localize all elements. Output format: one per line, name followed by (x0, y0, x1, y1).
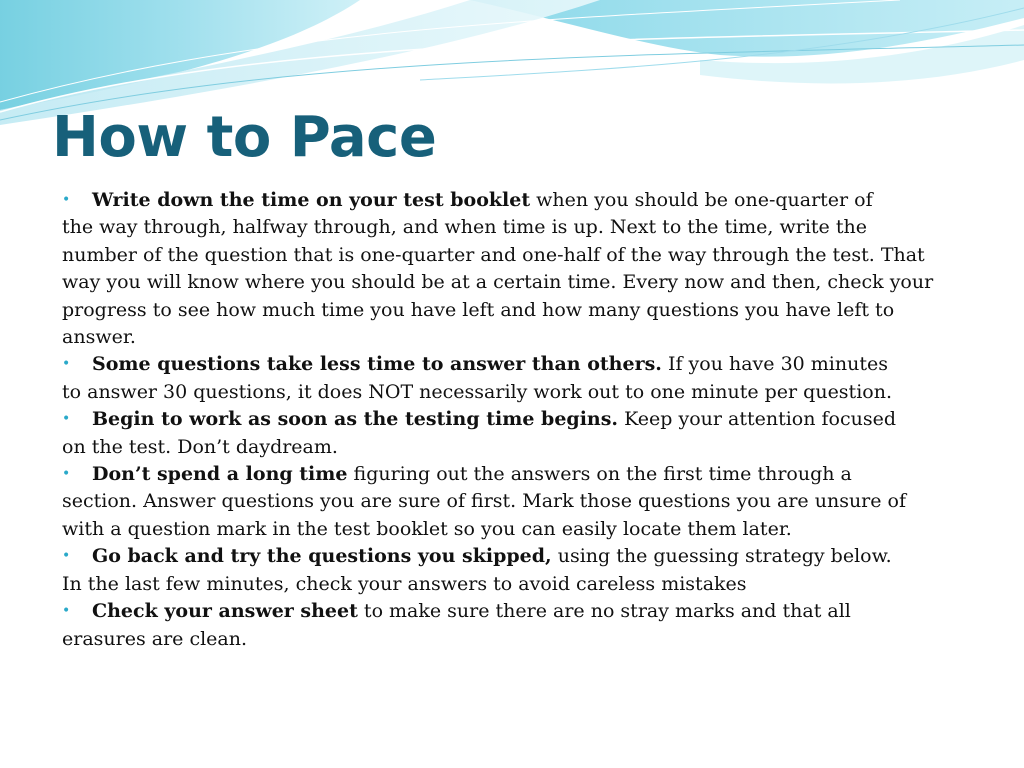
bullet-lead-text: using the guessing strategy below. (551, 545, 892, 568)
bullet-dot-icon: • (62, 411, 71, 428)
bullet-item-go-back (62, 543, 942, 598)
bullet-bold-text: Don’t spend a long time (92, 463, 348, 486)
bullet-lead-text: figuring out the answers on the first time through a (347, 463, 852, 486)
bullet-item-check-sheet (62, 598, 942, 653)
bullet-bold-text: Go back and try the questions you skipped, (92, 545, 552, 568)
bullet-lead-text: If you have 30 minutes (661, 353, 888, 376)
bullet-item-question-time (62, 351, 942, 406)
bullet-body-text: In the last few minutes, check your answers to avoid careless mistakes (62, 572, 747, 595)
bullet-dot-icon: • (62, 603, 71, 620)
bullet-lead-text: when you should be one-quarter of (530, 189, 873, 211)
bullet-body-text: to answer 30 questions, it does NOT necessarily work out to one minute per question. (62, 380, 892, 403)
bullet-dot-icon: • (62, 356, 71, 373)
bullet-bold-text: Write down the time on your test booklet (92, 189, 531, 211)
bullet-bold-text: Some questions take less time to answer than others. (92, 353, 662, 376)
bullet-lead-text: Keep your attention focused (618, 408, 897, 431)
bullet-bold-text: Check your answer sheet (92, 600, 358, 623)
bullet-dot-icon: • (62, 192, 71, 208)
bullet-lead-line (62, 543, 942, 570)
bullet-bold-text: Begin to work as soon as the testing time begins. (92, 408, 619, 431)
bullet-lead-line (62, 351, 942, 378)
bullet-body-text: the way through, halfway through, and when time is up. Next to the time, write the number of the question that is one-quarter and one-half of the way through the test. That way you will know where you should be at a certain time. Every now and then, check your progress to see how much time you have left and how many questions you have left to answer. (62, 216, 934, 349)
bullet-list (62, 187, 942, 653)
bullet-dot-icon: • (62, 466, 71, 483)
bullet-lead-line (62, 598, 942, 625)
bullet-body-text: on the test. Don’t daydream. (62, 435, 338, 458)
bullet-lead-line (62, 461, 942, 488)
bullet-lead-line (62, 406, 942, 433)
bullet-lead-line (62, 187, 942, 214)
bullet-body-text: erasures are clean. (62, 627, 248, 650)
bullet-body-text: section. Answer questions you are sure of first. Mark those questions you are unsure of with a question mark in the test booklet so you can easily locate them later. (62, 490, 907, 540)
slide-title: How to Pace (52, 105, 437, 170)
bullet-item-begin-work (62, 406, 942, 461)
bullet-lead-text: to make sure there are no stray marks and that all (357, 600, 851, 623)
bullet-dot-icon: • (62, 548, 71, 565)
bullet-item-write-down-time (62, 187, 942, 351)
bullet-item-dont-spend-long (62, 461, 942, 543)
